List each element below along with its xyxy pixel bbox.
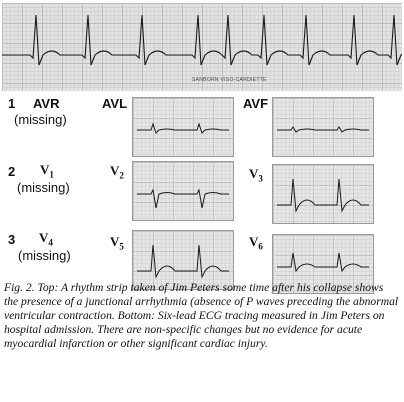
lead-label-v4: $V_4$ — [39, 230, 53, 248]
rhythm-strip — [2, 3, 402, 91]
row-number-2: 2 — [8, 164, 16, 179]
rhythm-strip-stamp: SANBORN VISO-CARDIETTE — [192, 77, 267, 83]
ecg-panel-v2 — [132, 161, 234, 221]
lead-label-avl: AVL — [102, 96, 128, 111]
row-number-3: 3 — [8, 232, 16, 247]
missing-note-v4: (missing) — [18, 248, 71, 263]
lead-label-avr: AVR — [33, 96, 60, 111]
missing-note-avr: (missing) — [14, 112, 67, 127]
row-number-1: 1 — [8, 96, 16, 111]
figure-caption: Fig. 2. Top: A rhythm strip taken of Jim Peters some time after his collapse shows the presence of a junctional arrhythmia (absence of P waves preceding the abnormal ventricular contraction. Bottom: Six-lead ECG tracing measured in Jim Peters on hospital admission. There are non-specific changes but no evidence for acute myocardial infarction or other significant cardiac injury. — [4, 281, 399, 350]
lead-label-v5: $V_5$ — [110, 234, 124, 252]
lead-label-avf: AVF — [243, 96, 269, 111]
missing-note-v1: (missing) — [17, 180, 70, 195]
lead-label-v2: $V_2$ — [110, 163, 124, 181]
lead-label-v6: $V_6$ — [249, 234, 263, 252]
ecg-panel-avf — [272, 97, 374, 157]
lead-label-v1: $V_1$ — [40, 162, 54, 180]
ecg-panel-avl — [132, 97, 234, 157]
lead-label-v3: $V_3$ — [249, 166, 263, 184]
ecg-panel-v3 — [272, 164, 374, 224]
